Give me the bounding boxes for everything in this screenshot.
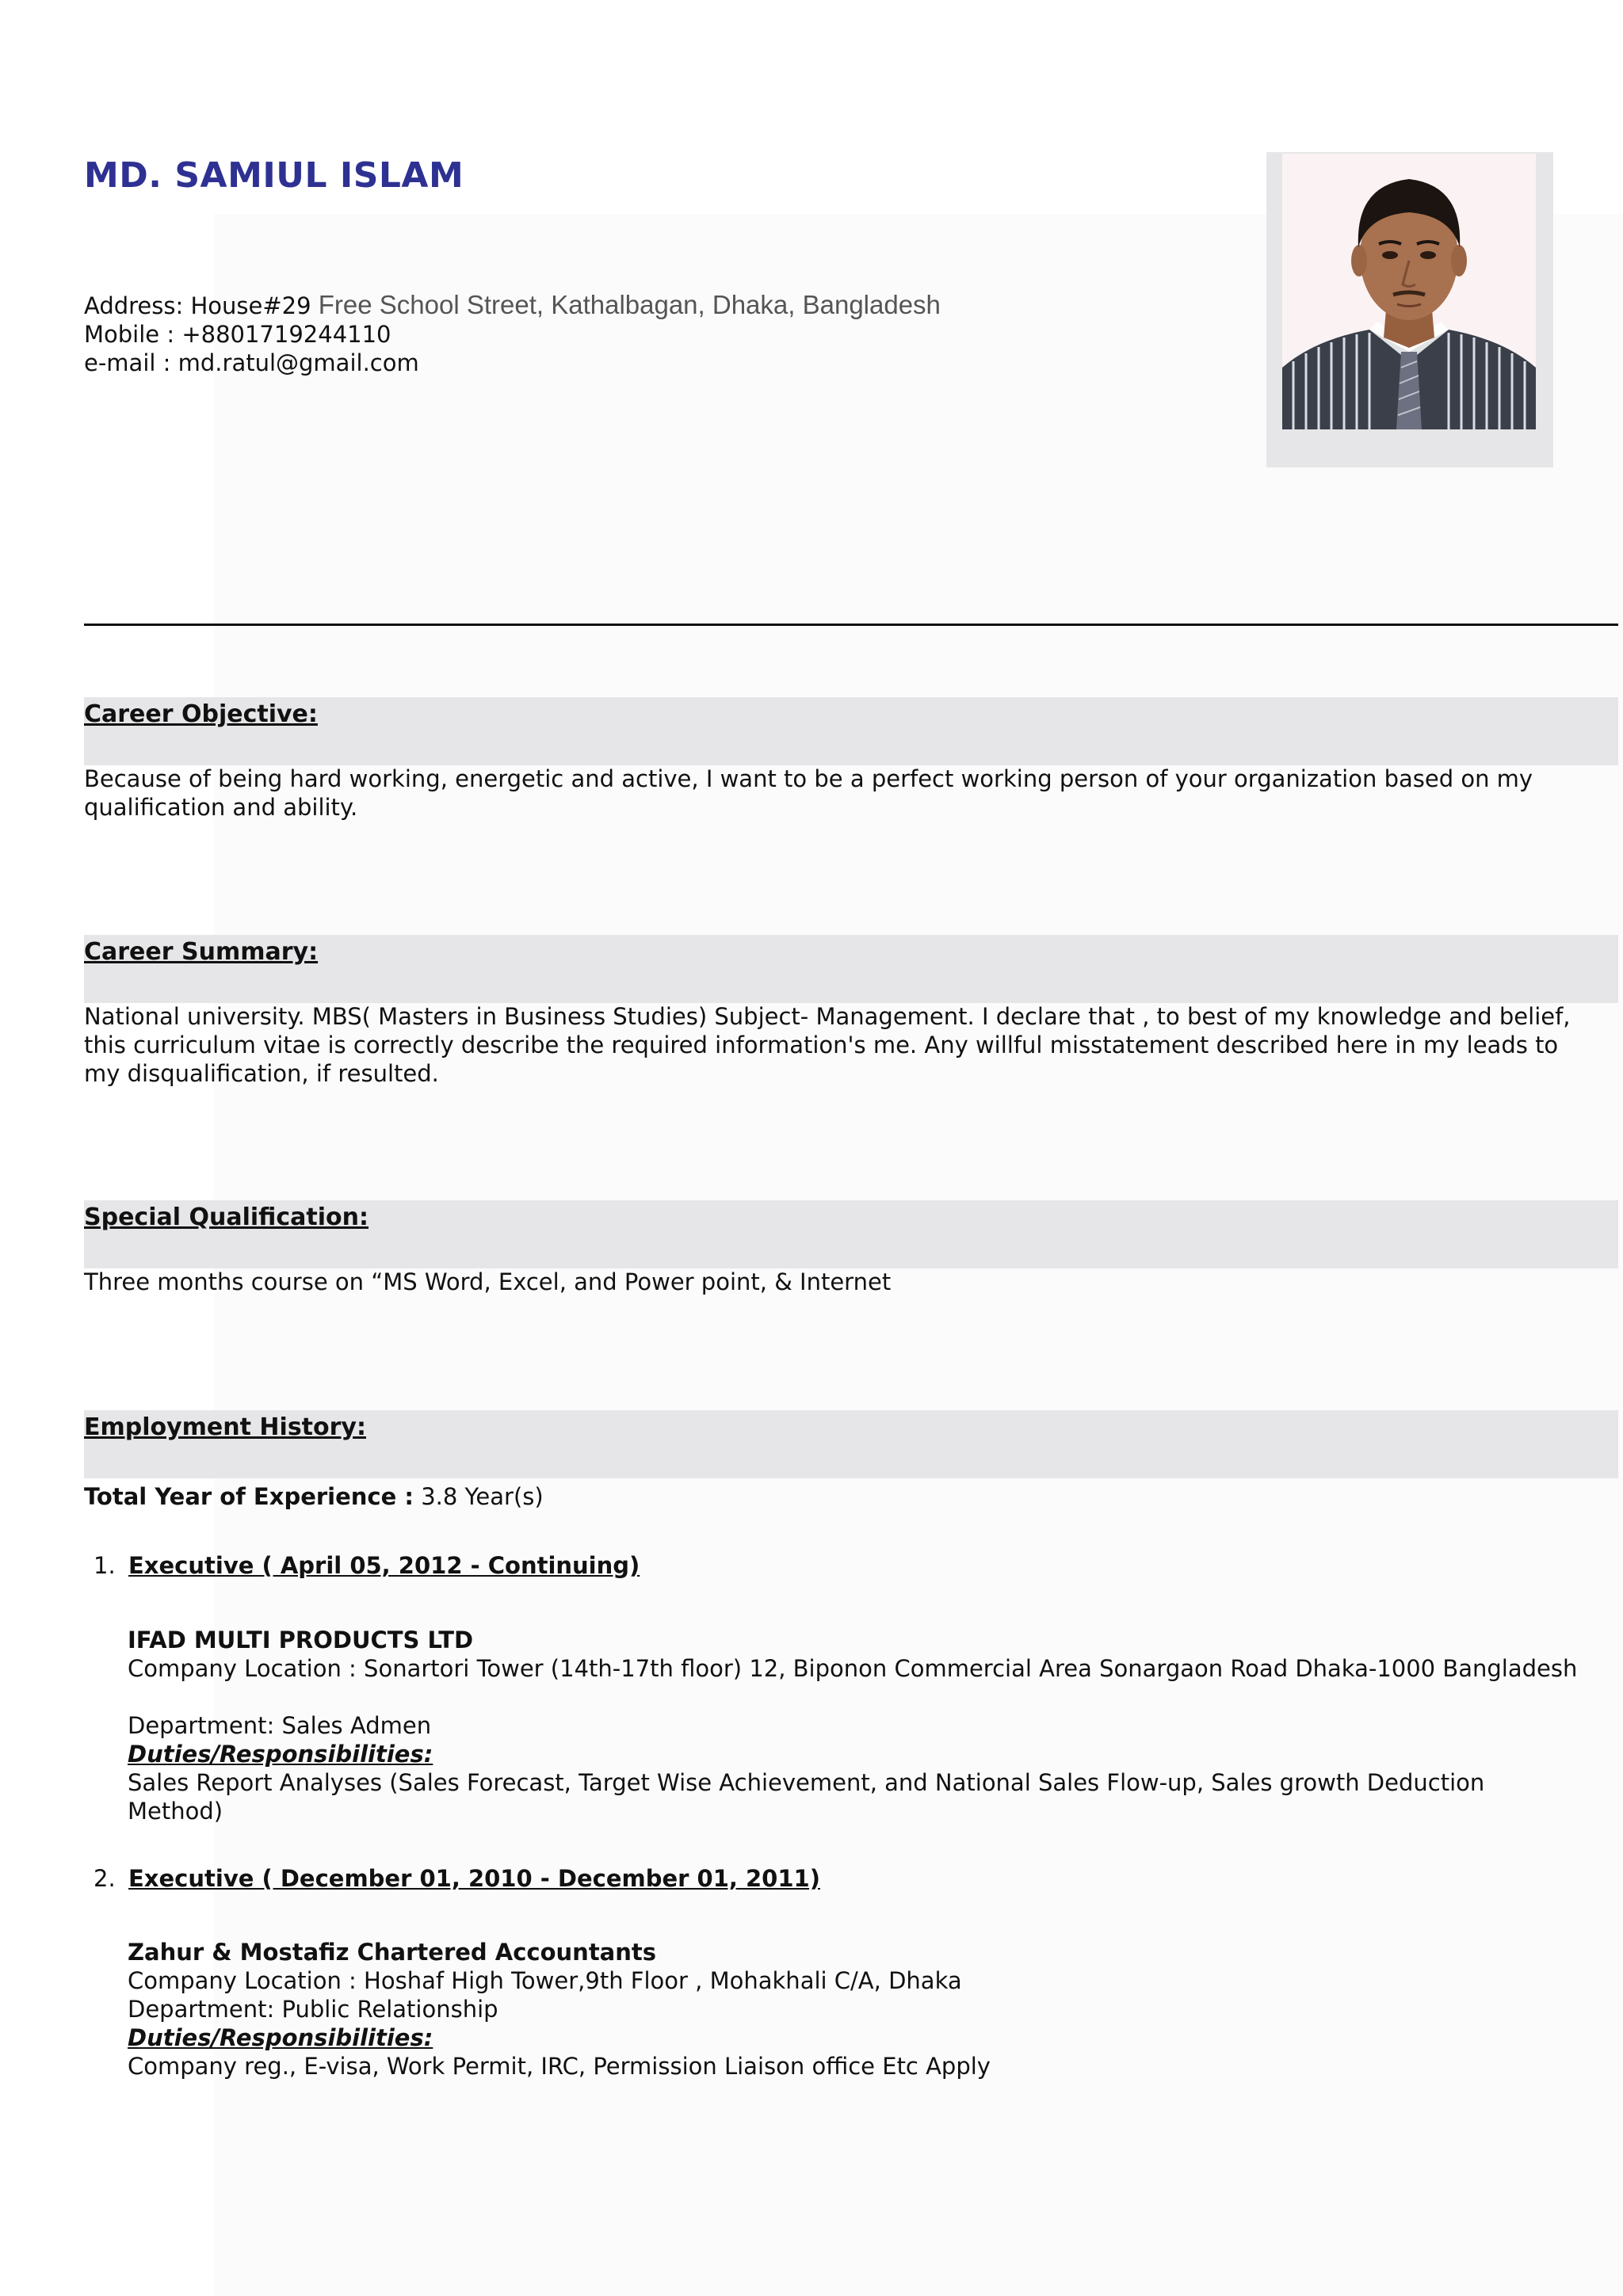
mobile-line: Mobile : +8801719244110 xyxy=(84,321,391,348)
candidate-name: MD. SAMIUL ISLAM xyxy=(84,155,464,196)
career-summary-text xyxy=(84,1002,1618,1088)
career-objective-header xyxy=(84,697,1618,765)
paragraph-line: Because of being hard working, energetic and active, I want to be a perfect working person of your organization based on my xyxy=(84,765,1533,792)
duties-text: Sales Report Analyses (Sales Forecast, Target Wise Achievement, and National Sales Flow-up, Sales growth Deduction xyxy=(128,1769,1485,1796)
contact-block xyxy=(84,291,941,377)
special-qualification-title: Special Qualification: xyxy=(84,1203,369,1231)
job-details xyxy=(128,1626,1577,1825)
paragraph-line: Three months course on “MS Word, Excel, and Power point, & Internet xyxy=(84,1268,892,1295)
company-name: IFAD MULTI PRODUCTS LTD xyxy=(128,1627,474,1653)
career-summary-header xyxy=(84,935,1618,1003)
job-number: 2. xyxy=(94,1865,116,1892)
company-location: Company Location : Sonartori Tower (14th-17th floor) 12, Biponon Commercial Area Sonargaon Road Dhaka-1000 Bangladesh xyxy=(128,1655,1578,1682)
department: Department: Public Relationship xyxy=(128,1996,498,2023)
portrait-icon xyxy=(1282,154,1536,429)
company-location: Company Location : Hoshaf High Tower,9th Floor , Mohakhali C/A, Dhaka xyxy=(128,1967,962,1994)
total-experience xyxy=(84,1482,1618,1511)
department: Department: Sales Admen xyxy=(128,1712,432,1739)
paragraph-line: this curriculum vitae is correctly describe the required information's me. Any willful misstatement described here in my leads to xyxy=(84,1032,1559,1058)
duties-label: Duties/Responsibilities: xyxy=(128,1741,433,1768)
duties-label: Duties/Responsibilities: xyxy=(128,2024,433,2051)
paragraph-line: qualification and ability. xyxy=(84,794,358,821)
job-details xyxy=(128,1938,991,2081)
career-objective-text xyxy=(84,765,1618,822)
career-summary-title: Career Summary: xyxy=(84,938,319,966)
job-title: Executive ( December 01, 2010 - December 01, 2011) xyxy=(128,1865,820,1892)
employment-history-header xyxy=(84,1410,1618,1478)
career-objective-title: Career Objective: xyxy=(84,700,318,728)
paragraph-line: my disqualification, if resulted. xyxy=(84,1060,439,1087)
spacer xyxy=(128,1683,1577,1711)
total-experience-value: 3.8 Year(s) xyxy=(413,1483,544,1510)
address-line xyxy=(84,291,941,320)
email-line: e-mail : md.ratul@gmail.com xyxy=(84,349,419,376)
job-number: 1. xyxy=(94,1552,116,1579)
paragraph-line: National university. MBS( Masters in Business Studies) Subject- Management. I declare that , to best of my knowledge and belief, xyxy=(84,1003,1571,1030)
header-divider xyxy=(84,624,1618,626)
duties-text: Company reg., E-visa, Work Permit, IRC, Permission Liaison office Etc Apply xyxy=(128,2053,991,2080)
duties-text: Method) xyxy=(128,1798,223,1825)
special-qualification-text xyxy=(84,1268,1618,1296)
address-label: Address: House#29 xyxy=(84,292,311,319)
company-name: Zahur & Mostafiz Chartered Accountants xyxy=(128,1939,657,1966)
total-experience-label: Total Year of Experience : xyxy=(84,1483,414,1510)
job-title: Executive ( April 05, 2012 - Continuing) xyxy=(128,1552,640,1579)
profile-photo xyxy=(1282,154,1536,429)
photo-frame xyxy=(1266,152,1553,467)
total-experience-line xyxy=(84,1482,1618,1511)
address-text: Free School Street, Kathalbagan, Dhaka, Bangladesh xyxy=(311,290,941,319)
special-qualification-header xyxy=(84,1200,1618,1268)
employment-history-title: Employment History: xyxy=(84,1413,366,1441)
